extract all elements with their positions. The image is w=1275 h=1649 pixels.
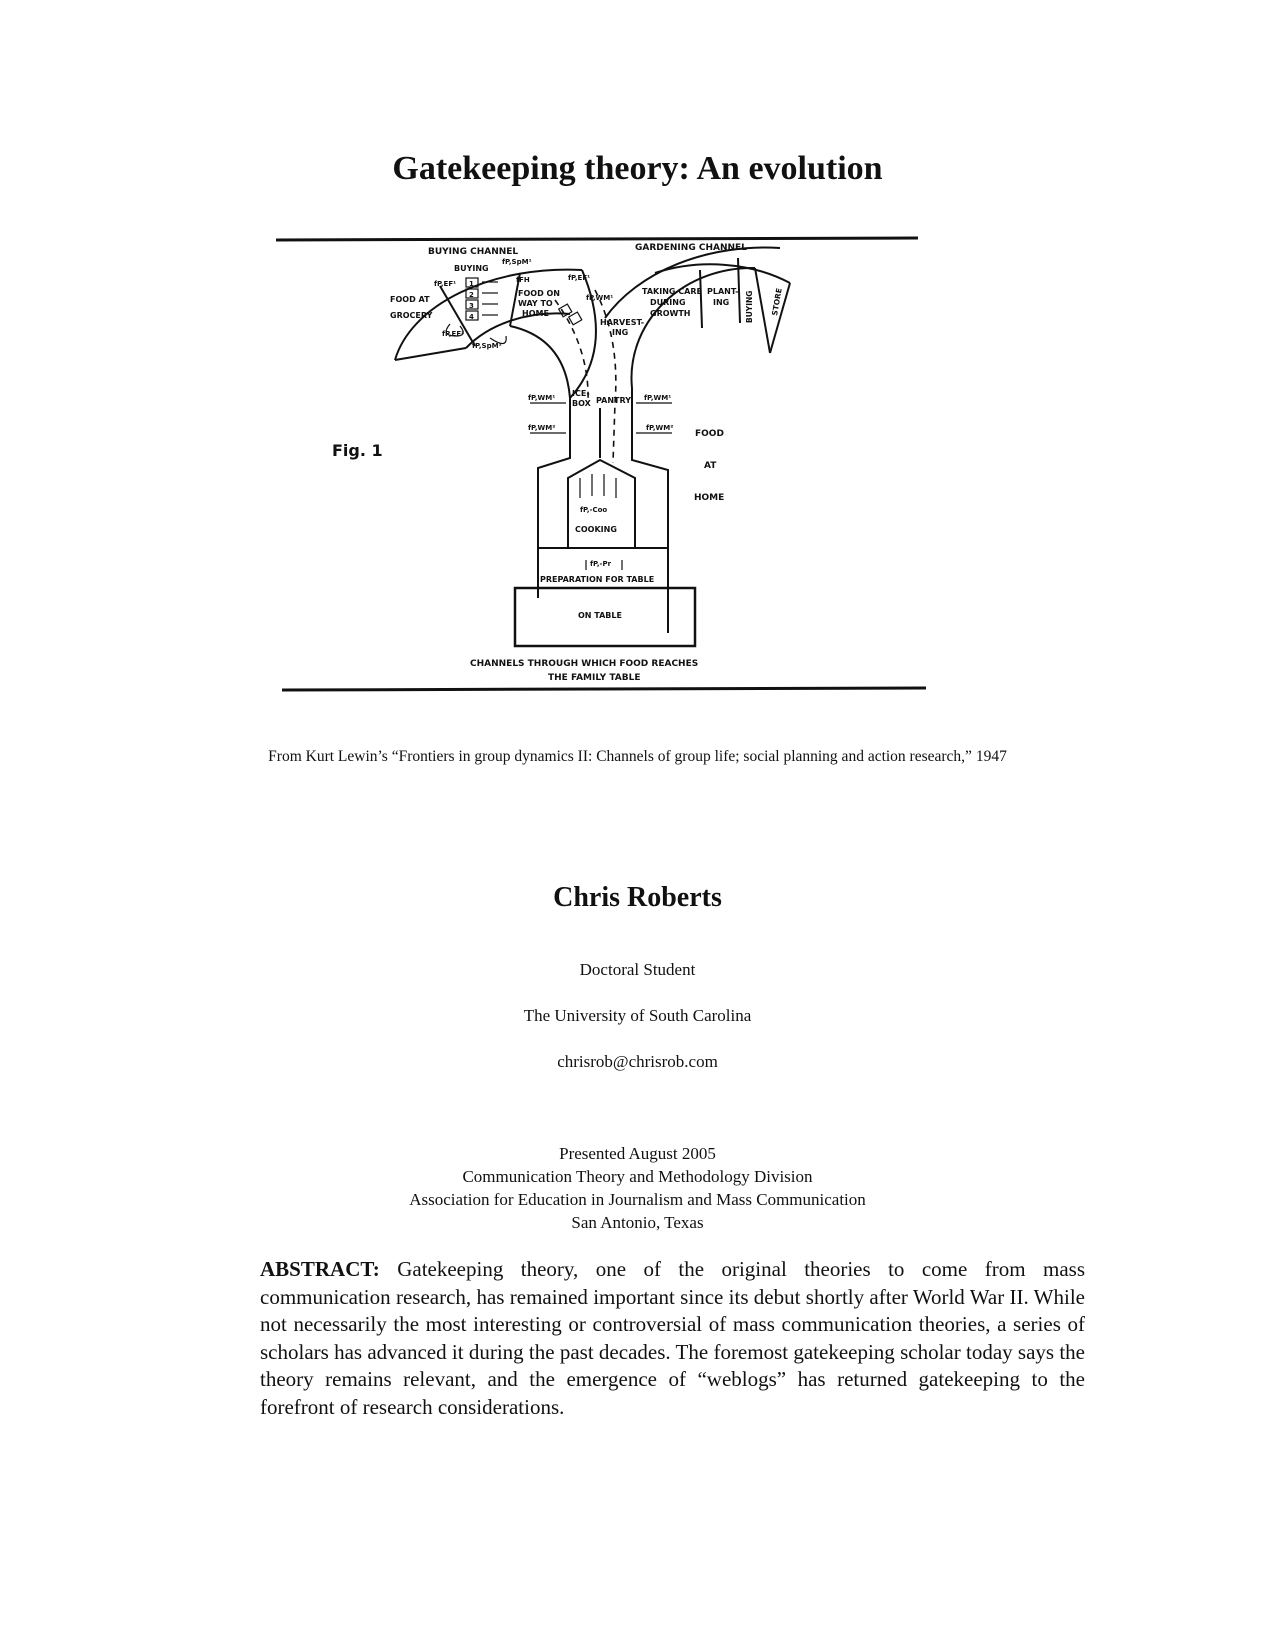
taking-care-3: GROWTH [650, 309, 691, 318]
cooking-box [568, 460, 635, 548]
lewin-channels-figure [270, 228, 990, 728]
harvesting-1: HARVEST- [600, 318, 645, 327]
harvesting-2: ING [612, 328, 629, 337]
food-on-way-3: HOME [522, 309, 549, 318]
author-university: The University of South Carolina [523, 1006, 752, 1025]
cooking-label: COOKING [575, 525, 617, 534]
taking-care-2: DURING [650, 298, 686, 307]
force-wm2-right: fP,WM² [646, 424, 674, 432]
author-email: chrisrob@chrisrob.com [557, 1052, 718, 1071]
presentation-division: Communication Theory and Methodology Division [462, 1167, 813, 1186]
author-role: Doctoral Student [579, 960, 696, 979]
force-wm1-left: fP,WM¹ [528, 394, 556, 402]
box-number-1: 1 [469, 280, 474, 288]
channels-diagram [270, 228, 990, 728]
food-at-grocery-2: GROCERY [390, 311, 433, 320]
box-number-4: 4 [469, 313, 474, 321]
gardening-channel-label: GARDENING CHANNEL [635, 243, 747, 253]
food-on-way-1: FOOD ON [518, 289, 560, 298]
on-table-label: ON TABLE [578, 611, 622, 620]
top-rule [276, 238, 918, 240]
box-number-3: 3 [469, 302, 474, 310]
author-name: Chris Roberts [553, 882, 722, 913]
buying-label: BUYING [454, 264, 489, 273]
pantry-label: PANTRY [596, 396, 631, 405]
force-pr: fP,-Pr [590, 560, 612, 568]
planting-2: ING [713, 298, 730, 307]
force-wm1-right: fP,WM¹ [644, 394, 672, 402]
store-label: STORE [770, 287, 784, 317]
force-wm2-left: fP,WM² [528, 424, 556, 432]
box-number-2: 2 [469, 291, 474, 299]
food-at-grocery-1: FOOD AT [390, 295, 430, 304]
force-ef1: fP,EF¹ [434, 280, 457, 288]
bottom-rule [282, 688, 926, 690]
buying-vertical-label: BUYING [745, 290, 754, 323]
force-ef2: fP,EF² [442, 330, 465, 338]
force-coo: fP,-Coo [580, 506, 608, 514]
presentation-date: Presented August 2005 [559, 1144, 716, 1163]
abstract-label: ABSTRACT: [260, 1257, 380, 1281]
presentation-location: San Antonio, Texas [571, 1213, 704, 1232]
abstract-paragraph [260, 1256, 1085, 1421]
force-fh: fFH [516, 276, 530, 284]
buying-channel-label: BUYING CHANNEL [428, 247, 519, 257]
gardening-arc-inner [631, 268, 755, 388]
icebox-2: BOX [572, 399, 591, 408]
food-at-home-1: FOOD [695, 429, 724, 439]
preparation-label: PREPARATION FOR TABLE [540, 575, 655, 584]
presentation-association: Association for Education in Journalism and Mass Communication [409, 1190, 866, 1209]
force-spm1: fP,SpM¹ [502, 258, 532, 266]
paper-title: Gatekeeping theory: An evolution [392, 150, 883, 187]
force-spm2: fP,SpM² [472, 342, 502, 350]
force-wm1b: fP,WM¹ [586, 294, 614, 302]
figure-caption: From Kurt Lewin’s “Frontiers in group dynamics II: Channels of group life; social planning and action research,” 1947 [268, 748, 1007, 765]
bottom-caption-1: CHANNELS THROUGH WHICH FOOD REACHES [470, 659, 699, 669]
planting-1: PLANT- [707, 287, 739, 296]
force-ef1b: fP,EF¹ [568, 274, 591, 282]
fig-label: Fig. 1 [332, 441, 383, 460]
abstract-text: Gatekeeping theory, one of the original theories to come from mass communication research, has remained important since its debut shortly after World War II. While not necessarily the most interesting or controversial of mass communication theories, a series of scholars has advanced it during the past decades. The foremost gatekeeping scholar today says the theory remains relevant, and the emergence of “weblogs” has returned gatekeeping to the forefront of research considerations. [260, 1257, 1085, 1419]
food-at-home-3: HOME [694, 493, 725, 503]
bottom-caption-2: THE FAMILY TABLE [548, 673, 641, 683]
food-at-home-2: AT [704, 461, 717, 471]
food-on-way-2: WAY TO [518, 299, 553, 308]
taking-care-1: TAKING CARE [642, 287, 702, 296]
icebox-1: ICE- [572, 389, 590, 398]
